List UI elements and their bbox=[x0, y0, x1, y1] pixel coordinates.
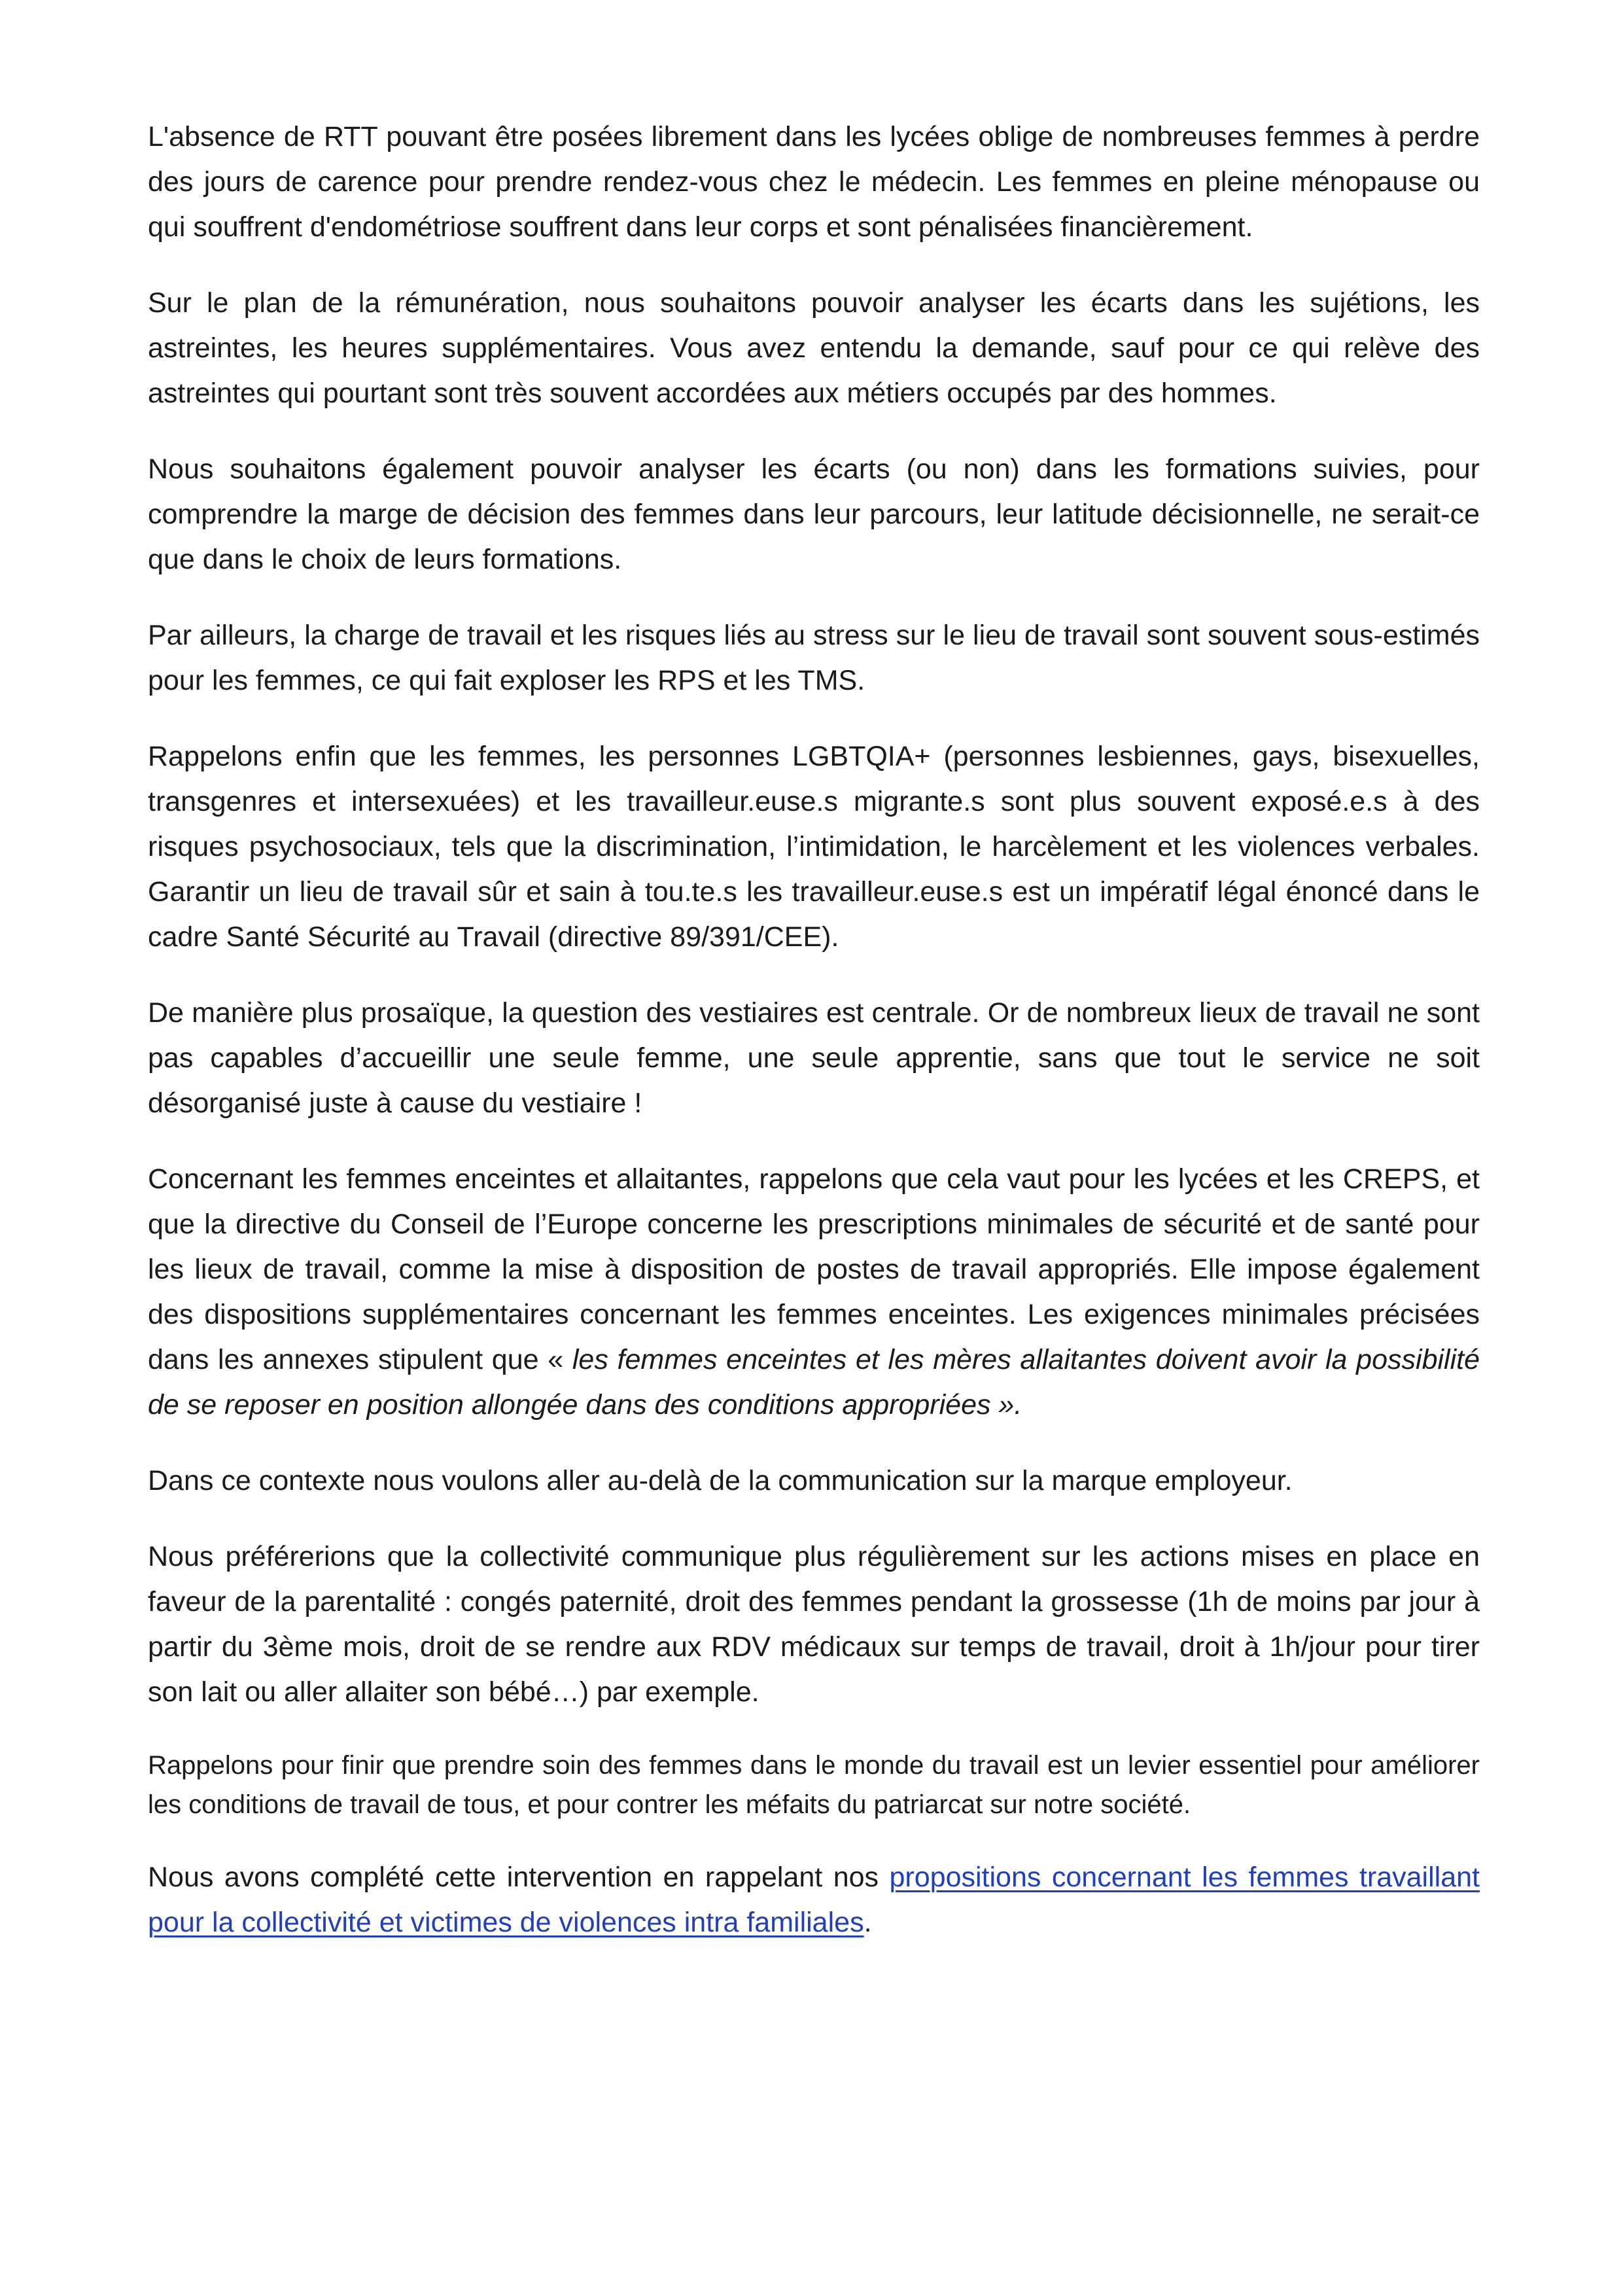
directive-quote: les femmes enceintes et les mères allaitantes doivent avoir la possibilité de se reposer en position allongée dans des conditions appropriées ». bbox=[148, 1344, 1480, 1421]
paragraph-charge-travail: Par ailleurs, la charge de travail et les risques liés au stress sur le lieu de travail sont souvent sous-estimés pour les femmes, ce qui fait exploser les RPS et les TMS. bbox=[148, 620, 1480, 696]
paragraph-femmes-enceintes bbox=[148, 1157, 1480, 1428]
paragraph-conclusion: Rappelons pour finir que prendre soin des femmes dans le monde du travail est un levier essentiel pour améliorer les conditions de travail de tous, et pour contrer les méfaits du patriarcat sur notre société. bbox=[148, 1751, 1480, 1819]
paragraph-lgbtqia-risques: Rappelons enfin que les femmes, les personnes LGBTQIA+ (personnes lesbiennes, gays, bisexuelles, transgenres et intersexuées) et les travailleur.euse.s migrante.s sont plus souvent exposé.e.s à des risques psychosociaux, tels que la discrimination, l’intimidation, le harcèlement et les violences verbales. Garantir un lieu de travail sûr et sain à tou.te.s les travailleur.euse.s est un impératif légal énoncé dans le cadre Santé Sécurité au Travail (directive 89/391/CEE). bbox=[148, 741, 1480, 953]
paragraph-rtt-absence: L'absence de RTT pouvant être posées librement dans les lycées oblige de nombreuses femmes à perdre des jours de carence pour prendre rendez-vous chez le médecin. Les femmes en pleine ménopause ou qui souffrent d'endométriose souffrent dans leur corps et sont pénalisées financièrement. bbox=[148, 121, 1480, 243]
paragraph-marque-employeur: Dans ce contexte nous voulons aller au-delà de la communication sur la marque employeur. bbox=[148, 1465, 1293, 1496]
paragraph-propositions-text: Nous avons complété cette intervention en rappelant nos bbox=[148, 1862, 890, 1893]
paragraph-femmes-enceintes-text: Concernant les femmes enceintes et allaitantes, rappelons que cela vaut pour les lycées et les CREPS, et que la directive du Conseil de l’Europe concerne les prescriptions minimales de sécurité et de santé pour les lieux de travail, comme la mise à disposition de postes de travail appropriés. Elle impose également des dispositions supplémentaires concernant les femmes enceintes. Les exigences minimales précisées dans les annexes stipulent que « bbox=[148, 1163, 1480, 1375]
document-body bbox=[148, 115, 1480, 1976]
paragraph-parentalite: Nous préférerions que la collectivité communique plus régulièrement sur les actions mises en place en faveur de la parentalité : congés paternité, droit des femmes pendant la grossesse (1h de moins par jour à partir du 3ème mois, droit de se rendre aux RDV médicaux sur temps de travail, droit à 1h/jour pour tirer son lait ou aller allaiter son bébé…) par exemple. bbox=[148, 1541, 1480, 1708]
paragraph-propositions-end: . bbox=[864, 1907, 872, 1938]
paragraph-formations: Nous souhaitons également pouvoir analyser les écarts (ou non) dans les formations suivies, pour comprendre la marge de décision des femmes dans leur parcours, leur latitude décisionnelle, ne serait-ce que dans le choix de leurs formations. bbox=[148, 453, 1480, 575]
paragraph-remuneration: Sur le plan de la rémunération, nous souhaitons pouvoir analyser les écarts dans les sujétions, les astreintes, les heures supplémentaires. Vous avez entendu la demande, sauf pour ce qui relève des astreintes qui pourtant sont très souvent accordées aux métiers occupés par des hommes. bbox=[148, 287, 1480, 409]
propositions-link[interactable]: propositions concernant les femmes travaillant pour la collectivité et victimes de violences intra familiales bbox=[148, 1862, 1480, 1938]
paragraph-vestiaires: De manière plus prosaïque, la question des vestiaires est centrale. Or de nombreux lieux de travail ne sont pas capables d’accueillir une seule femme, une seule apprentie, sans que tout le service ne soit désorganisé juste à cause du vestiaire ! bbox=[148, 997, 1480, 1119]
paragraph-propositions bbox=[148, 1855, 1480, 1945]
